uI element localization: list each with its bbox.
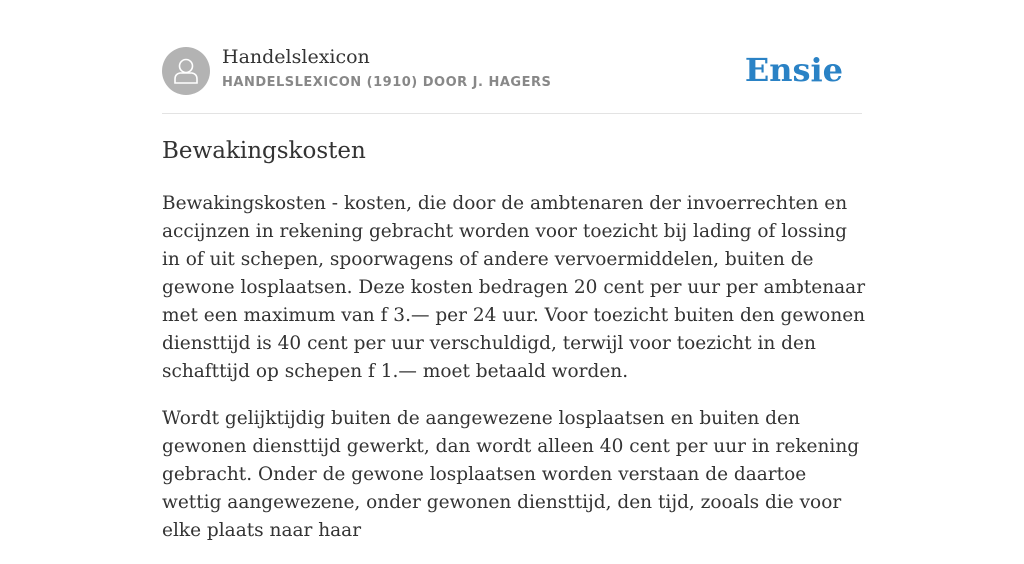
ensie-logo[interactable]: Ensie (744, 51, 843, 89)
user-silhouette-icon (162, 47, 210, 95)
source-title[interactable]: Handelslexicon (222, 46, 370, 68)
entry-paragraph: Wordt gelijktijdig buiten de aangewezene losplaatsen en buiten den gewonen diensttijd gewerkt, dan wordt alleen 40 cent per uur in rekening gebracht. Onder de gewone losplaatsen worden verstaan de daartoe wettig aangewezene, onder gewonen diensttijd, den tijd, zooals die voor elke plaats naar haar (162, 408, 860, 541)
entry-title: Bewakingskosten (162, 138, 366, 164)
entry-paragraph: Bewakingskosten - kosten, die door de ambtenaren der invoerrechten en accijnzen in rekening gebracht worden voor toezicht bij lading of lossing in of uit schepen, spoorwagens of andere vervoermiddelen, buiten de gewone losplaatsen. Deze kosten bedragen 20 cent per uur per ambtenaar met een maximum van f 3.— per 24 uur. Voor toezicht buiten den gewonen diensttijd is 40 cent per uur verschuldigd, terwijl voor toezicht in den schafttijd op schepen f 1.— moet betaald worden. (162, 193, 866, 382)
user-avatar-icon[interactable] (162, 47, 210, 95)
entry-body (162, 190, 866, 564)
page (162, 0, 866, 541)
source-header (162, 0, 862, 114)
source-subtitle[interactable]: HANDELSLEXICON (1910) DOOR J. HAGERS (222, 75, 552, 90)
